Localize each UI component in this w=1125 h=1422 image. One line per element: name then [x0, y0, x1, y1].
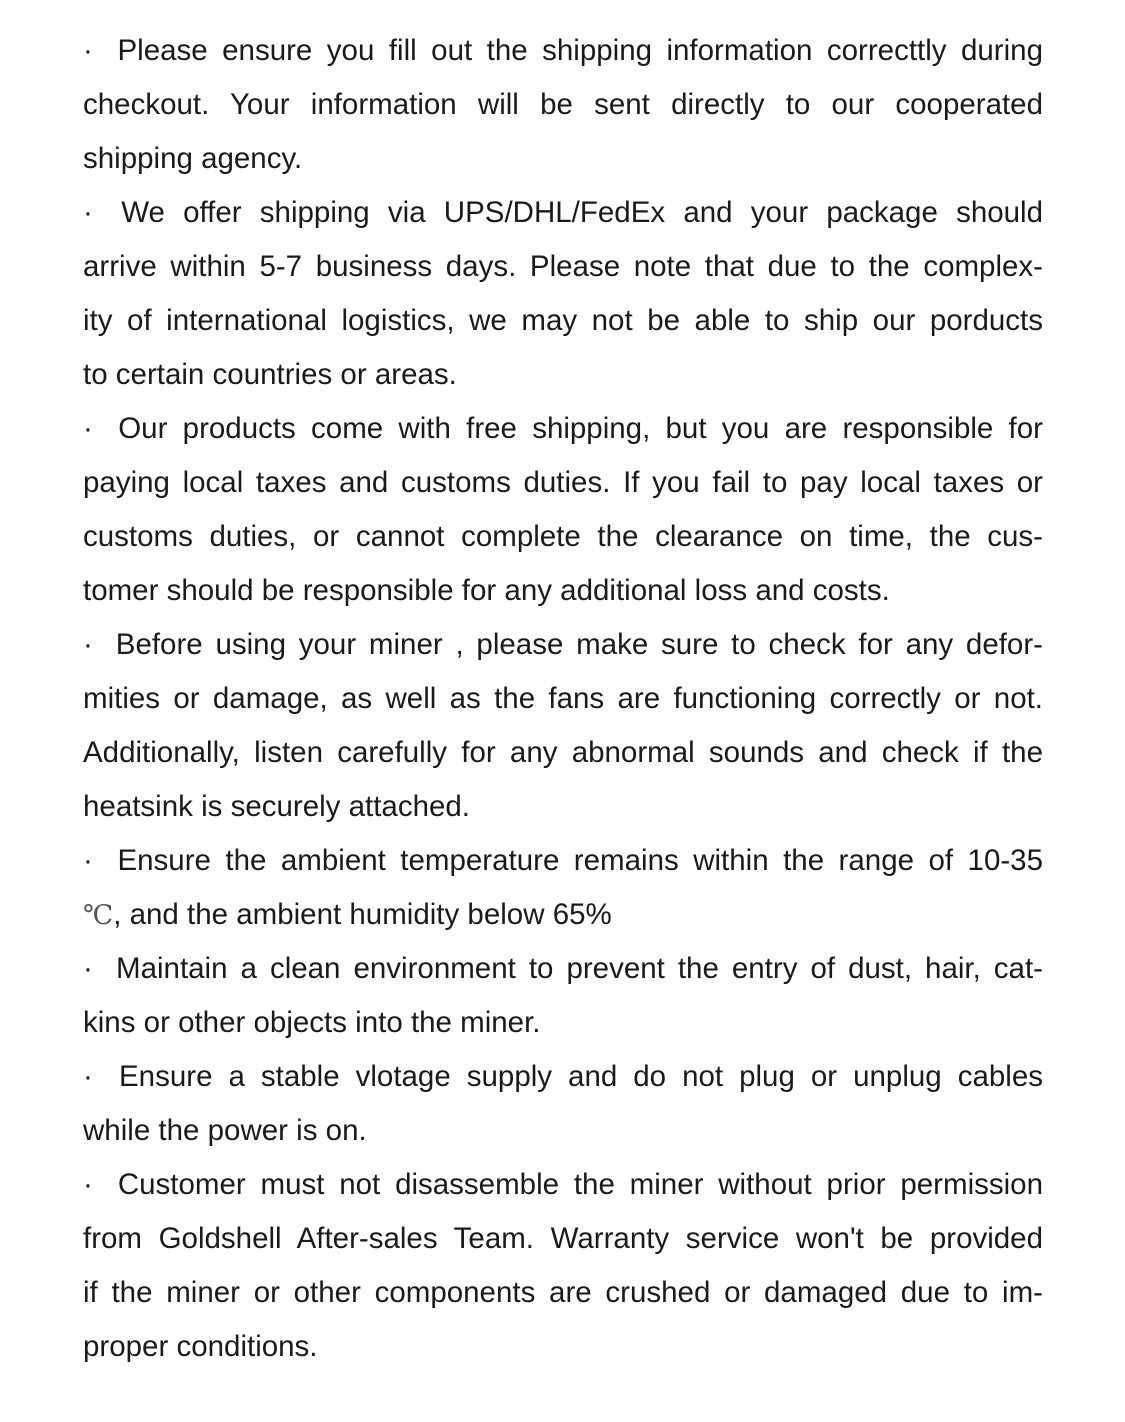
policy-line: shipping agency. [83, 142, 303, 175]
bullet-mark: · [83, 844, 93, 877]
policy-line: Additionally, listen carefully for any abnormal sounds and check if the [83, 736, 1043, 769]
policy-line: checkout. Your information will be sent directly to our cooperated [83, 88, 1043, 121]
policy-line: customs duties, or cannot complete the clearance on time, the cus- [83, 520, 1043, 553]
bullet-mark: · [83, 34, 93, 67]
policy-line: arrive within 5-7 business days. Please note that due to the complex- [83, 250, 1043, 283]
policy-line: · Ensure a stable vlotage supply and do not plug or unplug cables [83, 1050, 1043, 1104]
policy-item-shipping-info [83, 24, 1043, 186]
policy-line: heatsink is securely attached. [83, 790, 470, 823]
policy-line: proper conditions. [83, 1330, 318, 1363]
policy-line: ity of international logistics, we may not be able to ship our porducts [83, 304, 1043, 337]
policy-line: · Ensure the ambient temperature remains within the range of 10-35 [83, 834, 1043, 888]
bullet-mark: · [83, 952, 93, 985]
policy-line: ℃, and the ambient humidity below 65% [83, 898, 612, 931]
policy-line: if the miner or other components are crushed or damaged due to im- [83, 1276, 1043, 1309]
policy-item-environment [83, 942, 1043, 1050]
policy-line: paying local taxes and customs duties. If you fail to pay local taxes or [83, 466, 1043, 499]
policy-item-inspection [83, 618, 1043, 834]
policy-item-carriers [83, 186, 1043, 402]
bullet-mark: · [83, 196, 93, 229]
bullet-mark: · [83, 1168, 93, 1201]
policy-line: kins or other objects into the miner. [83, 1006, 541, 1039]
policy-item-temperature [83, 834, 1043, 942]
policy-item-voltage [83, 1050, 1043, 1158]
policy-line: · Our products come with free shipping, but you are responsible for [83, 402, 1043, 456]
policy-line: · Customer must not disassemble the miner without prior permission [83, 1158, 1043, 1212]
bullet-mark: · [83, 412, 93, 445]
policy-line: · Please ensure you fill out the shipping information correcttly during [83, 24, 1043, 78]
policy-line: to certain countries or areas. [83, 358, 457, 391]
policy-line: while the power is on. [83, 1114, 367, 1147]
shipping-policy-document [83, 24, 1043, 1374]
celsius-symbol: ℃ [83, 900, 114, 931]
policy-line: · Maintain a clean environment to prevent the entry of dust, hair, cat- [83, 942, 1043, 996]
policy-item-warranty [83, 1158, 1043, 1374]
policy-line: from Goldshell After-sales Team. Warranty service won't be provided [83, 1222, 1043, 1255]
policy-line: tomer should be responsible for any additional loss and costs. [83, 574, 890, 607]
policy-line: · Before using your miner , please make sure to check for any defor- [83, 618, 1043, 672]
bullet-mark: · [83, 1060, 93, 1093]
policy-line: · We offer shipping via UPS/DHL/FedEx and your package should [83, 186, 1043, 240]
bullet-mark: · [83, 628, 93, 661]
policy-item-taxes [83, 402, 1043, 618]
policy-line: mities or damage, as well as the fans are functioning correctly or not. [83, 682, 1043, 715]
